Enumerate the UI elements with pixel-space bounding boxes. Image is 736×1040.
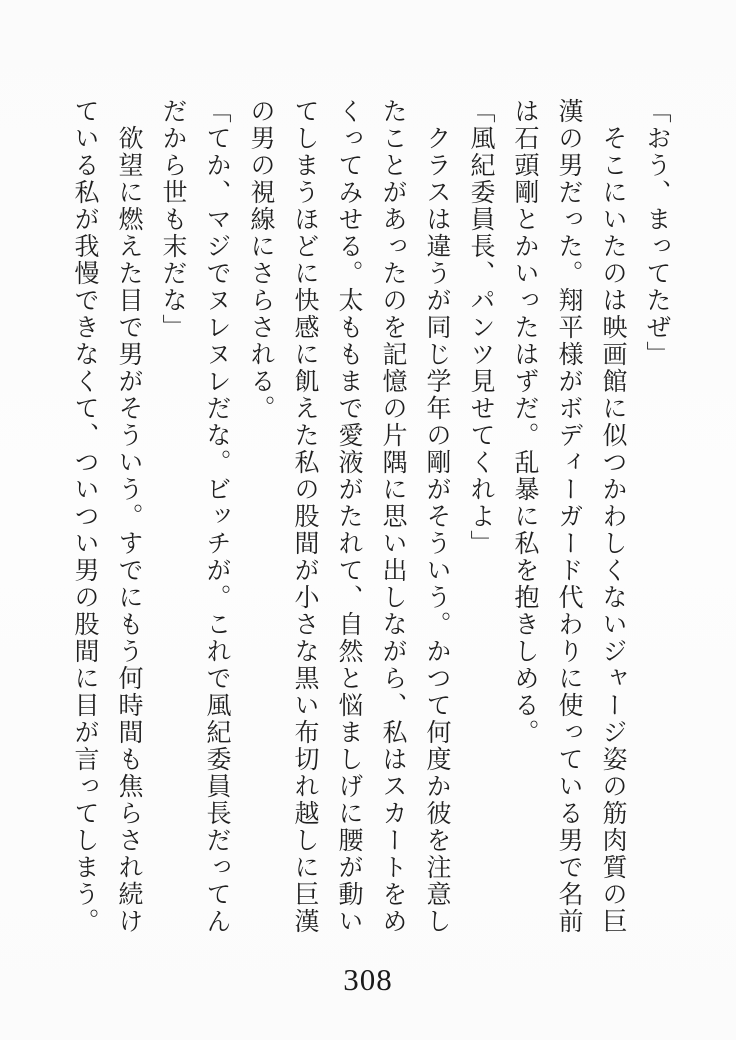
text-column: だから世も末だな」 [159, 98, 186, 341]
page-number: 308 [343, 962, 393, 997]
text-column: 「てか、マジでヌレヌレだな。ビッチが。これで風紀委員長だってん [203, 98, 230, 935]
vertical-text-block [62, 98, 678, 950]
text-column: 「風紀委員長、パンツ見せてくれよ」 [467, 98, 494, 557]
text-column: クラスは違うが同じ学年の剛がそういう。かつて何度か彼を注意し [423, 98, 450, 935]
text-column: てしまうほどに快感に飢えた私の股間が小さな黒い布切れ越しに巨漢 [291, 98, 318, 935]
text-column: 漢の男だった。翔平様がボディーガード代わりに使っている男で名前 [555, 98, 582, 935]
text-column: そこにいたのは映画館に似つかわしくないジャージ姿の筋肉質の巨 [599, 98, 626, 935]
text-column: たことがあったのを記憶の片隅に思い出しながら、私はスカートをめ [379, 98, 406, 935]
text-column: 欲望に燃えた目で男がそういう。すでにもう何時間も焦らされ続け [115, 98, 142, 935]
text-column: の男の視線にさらされる。 [247, 98, 274, 422]
text-column: ている私が我慢できなくて、ついつい男の股間に目が言ってしまう。 [71, 98, 98, 935]
text-column: くってみせる。太ももまで愛液がたれて、自然と悩ましげに腰が動い [335, 98, 362, 935]
text-column: は石頭剛とかいったはずだ。乱暴に私を抱きしめる。 [511, 98, 538, 746]
text-column: 「おう、まってたぜ」 [643, 98, 670, 368]
